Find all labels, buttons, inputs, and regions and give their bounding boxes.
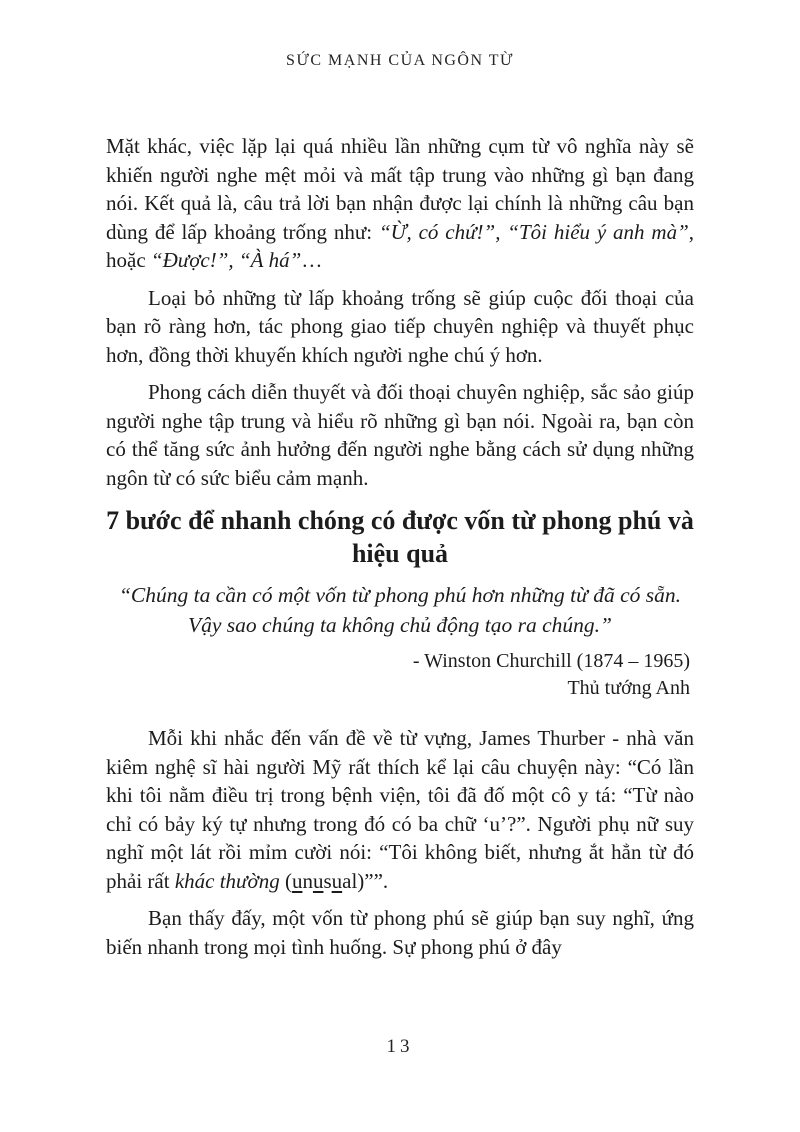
paragraph-text-italic: khác thường [174,868,280,893]
quote-attribution-name: - Winston Churchill (1874 – 1965) [412,650,690,672]
paragraph-text: n [302,868,313,893]
quote-attribution-role: Thủ tướng Anh [567,677,690,699]
quote-attribution [106,648,690,702]
paragraph-text-italic: “Được!”, “À há” [150,248,302,272]
paragraph-1 [106,132,694,275]
quote-text: “Chúng ta cần có một vốn từ phong phú hơn những từ đã có sẵn. Vậy sao chúng ta không chủ động tạo ra chúng.” [118,583,682,637]
text-block [106,132,694,961]
page-number: 13 [386,1036,414,1057]
paragraph-4 [106,724,694,895]
paragraph-text: , hoặc [106,219,694,272]
paragraph-text: … [301,248,323,272]
paragraph-text: Mỗi khi nhắc đến vấn đề về từ vựng, James Thurber - nhà văn kiêm nghệ sĩ hài người Mỹ rất thích kể lại câu chuyện này: “Có lần khi tôi nằm điều trị trong bệnh viện, tôi đã đố một cô y tá: “Từ nào chỉ có bảy ký tự nhưng trong đó có ba chữ ‘u’?”. Người phụ nữ suy nghĩ một lát rồi mỉm cười nói: “Tôi không biết, nhưng ắt hẳn từ đó phải rất [106,726,694,893]
paragraph-text-italic: “Ừ, có chứ!”, “Tôi hiểu ý anh mà” [378,219,689,244]
section-heading: 7 bước để nhanh chóng có được vốn từ phong phú và hiệu quả [106,506,694,568]
running-header: SỨC MẠNH CỦA NGÔN TỪ [286,52,514,69]
paragraph-text: s [323,868,332,893]
paragraph-3: Phong cách diễn thuyết và đối thoại chuyên nghiệp, sắc sảo giúp người nghe tập trung và hiểu rõ những gì bạn nói. Ngoài ra, bạn còn có thể tăng sức ảnh hưởng đến người nghe bằng cách sử dụng những ngôn từ có sức biểu cảm mạnh. [106,380,694,490]
paragraph-text: ( [279,868,292,893]
underlined-letter: u [291,868,303,893]
paragraph-text: Mặt khác, việc lặp lại quá nhiều lần những cụm từ vô nghĩa này sẽ khiến người nghe mệt mỏi và mất tập trung vào những gì bạn đang nói. Kết quả là, câu trả lời bạn nhận được lại chính là những câu bạn dùng để lấp khoảng trống như: [106,134,694,244]
paragraph-5: Bạn thấy đấy, một vốn từ phong phú sẽ giúp bạn suy nghĩ, ứng biến nhanh trong mọi tình huống. Sự phong phú ở đây [106,906,694,959]
underlined-letter: u [312,868,324,893]
paragraph-text: al)””. [342,868,389,893]
underlined-letter: u [331,868,343,893]
paragraph-2: Loại bỏ những từ lấp khoảng trống sẽ giúp cuộc đối thoại của bạn rõ ràng hơn, tác phong giao tiếp chuyên nghiệp và thuyết phục hơn, đồng thời khuyến khích người nghe chú ý hơn. [106,285,694,367]
